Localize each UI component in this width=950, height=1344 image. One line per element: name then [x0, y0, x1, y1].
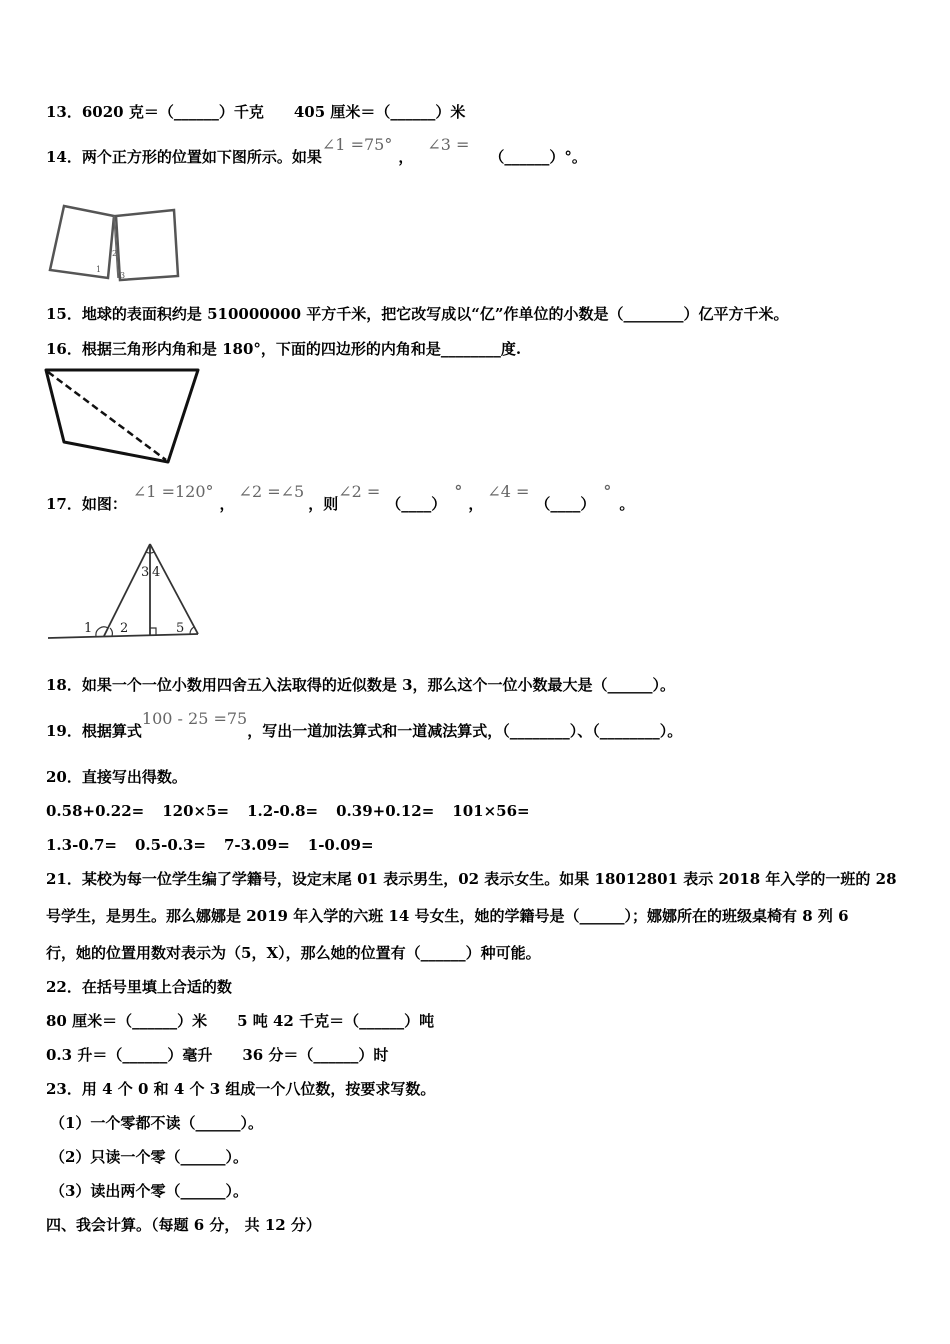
q21-line1 [46, 869, 897, 889]
q22-row1 [46, 1011, 434, 1031]
q23-sub2-text: （2）只读一个零（______）。 [50, 1148, 248, 1166]
q22-part-a: 80 厘米＝（______）米 [46, 1012, 208, 1030]
q23-title-line [46, 1079, 435, 1099]
q17-blank2: （____） [535, 495, 596, 513]
q22-part-c: 0.3 升＝（______）毫升 [46, 1046, 213, 1064]
q17-angle4-eq: ∠4 = [487, 482, 530, 501]
q17-blank1: （____） [386, 495, 447, 513]
q20-expr: 1.2-0.8= [247, 802, 319, 820]
q17-number: 17． [46, 495, 82, 513]
q22-title: 在括号里填上合适的数 [81, 978, 232, 996]
q21-number: 21． [46, 870, 82, 888]
q19-formula: 100 - 25 =75 [141, 709, 248, 728]
q19-lead: 根据算式 [81, 722, 142, 740]
q22-row2 [46, 1045, 388, 1065]
q14-text: 两个正方形的位置如下图所示。如果 [81, 148, 322, 166]
q22-title-line [46, 977, 232, 997]
section-4-heading [46, 1215, 321, 1235]
q16-number: 16． [46, 340, 82, 358]
q20-expr: 0.58+0.22= [46, 802, 145, 820]
q20-expr: 120×5= [162, 802, 230, 820]
q18-text: 如果一个一位小数用四舍五入法取得的近似数是 3，那么这个一位小数最大是（______）。 [81, 676, 676, 694]
q18-line [46, 675, 675, 695]
q21-text1: 某校为每一位学生编了学籍号，设定末尾 01 表示男生，02 表示女生。如果 18012801 表示 2018 年入学的一班的 28 [81, 870, 897, 888]
two-squares-figure [46, 200, 186, 280]
q22-number: 22． [46, 978, 82, 996]
q14-line [46, 135, 587, 167]
q14-fig-label-1: 1 [96, 265, 102, 274]
triangle-figure [46, 540, 206, 644]
q16-text: 根据三角形内角和是 180°，下面的四边形的内角和是________度. [81, 340, 522, 358]
q14-angle3-formula: ∠3 = [427, 135, 470, 154]
q17-line [46, 482, 635, 514]
q17-end: 。 [619, 495, 635, 513]
q17-degree1: ° [454, 482, 463, 501]
q22-part-b: 5 吨 42 千克＝（______）吨 [237, 1012, 435, 1030]
q15-line [46, 304, 789, 324]
q14-comma: ， [398, 148, 414, 166]
q23-sub2 [50, 1147, 248, 1167]
q21-text3: 行，她的位置用数对表示为（5，X），那么她的位置有（______）种可能。 [46, 944, 541, 962]
q17-fig-label-2: 2 [120, 621, 129, 636]
q17-angle2-formula: ∠2 =∠5 [238, 482, 305, 501]
q19-number: 19． [46, 722, 82, 740]
q19-line [46, 709, 683, 741]
q20-expr: 0.5-0.3= [135, 836, 206, 854]
q21-line2 [46, 906, 849, 926]
q17-fig-label-4: 4 [152, 565, 161, 580]
q17-angle1-formula: ∠1 =120° [132, 482, 214, 501]
quadrilateral-figure [44, 368, 204, 468]
q17-fig-label-3: 3 [141, 565, 150, 580]
q17-comma1: ， [219, 495, 235, 513]
q17-lead: 如图： [81, 495, 127, 513]
q23-sub1-text: （1）一个零都不读（______）。 [50, 1114, 263, 1132]
q14-number: 14． [46, 148, 82, 166]
q20-expr: 101×56= [452, 802, 530, 820]
q16-line [46, 339, 521, 359]
q17-then: ，则 [308, 495, 339, 513]
q21-text2: 号学生，是男生。那么娜娜是 2019 年入学的六班 14 号女生，她的学籍号是（______）；娜娜所在的班级桌椅有 8 列 6 [46, 907, 849, 925]
q19-text: ，写出一道加法算式和一道减法算式，（________）、（________）。 [247, 722, 683, 740]
q20-row2 [46, 835, 374, 855]
q13-part-b: 405 厘米＝（______）米 [293, 103, 466, 121]
q17-angle2-eq: ∠2 = [338, 482, 381, 501]
q23-number: 23． [46, 1080, 82, 1098]
q18-number: 18． [46, 676, 82, 694]
q20-number: 20． [46, 768, 82, 786]
q22-part-d: 36 分＝（______）时 [242, 1046, 389, 1064]
q15-number: 15． [46, 305, 82, 323]
q20-title-line [46, 767, 187, 787]
q13-part-a: 6020 克＝（______）千克 [81, 103, 264, 121]
q20-row1 [46, 801, 530, 821]
q17-degree2: ° [603, 482, 612, 501]
q21-line3 [46, 943, 541, 963]
q20-expr: 1.3-0.7= [46, 836, 117, 854]
q15-text: 地球的表面积约是 510000000 平方千米，把它改写成以“亿”作单位的小数是（________）亿平方千米。 [81, 305, 789, 323]
q20-expr: 0.39+0.12= [336, 802, 435, 820]
section-4-text: 四、我会计算。（每题 6 分， 共 12 分） [46, 1216, 321, 1234]
q23-sub3 [50, 1181, 248, 1201]
q20-expr: 1-0.09= [307, 836, 374, 854]
q20-title: 直接写出得数。 [81, 768, 187, 786]
q23-title: 用 4 个 0 和 4 个 3 组成一个八位数，按要求写数。 [81, 1080, 436, 1098]
q23-sub1 [50, 1113, 263, 1133]
q14-fig-label-2: 2 [112, 249, 118, 258]
q17-fig-label-5: 5 [176, 621, 185, 636]
q20-expr: 7-3.09= [224, 836, 290, 854]
q14-angle1-formula: ∠1 =75° [321, 135, 393, 154]
q17-fig-label-1: 1 [84, 621, 93, 636]
q14-fig-label-3: 3 [120, 271, 126, 280]
q17-comma3: ， [468, 495, 484, 513]
q14-blank: （______）°。 [489, 148, 587, 166]
q13-line [46, 102, 465, 122]
q13-number: 13． [46, 103, 82, 121]
q23-sub3-text: （3）读出两个零（______）。 [50, 1182, 248, 1200]
